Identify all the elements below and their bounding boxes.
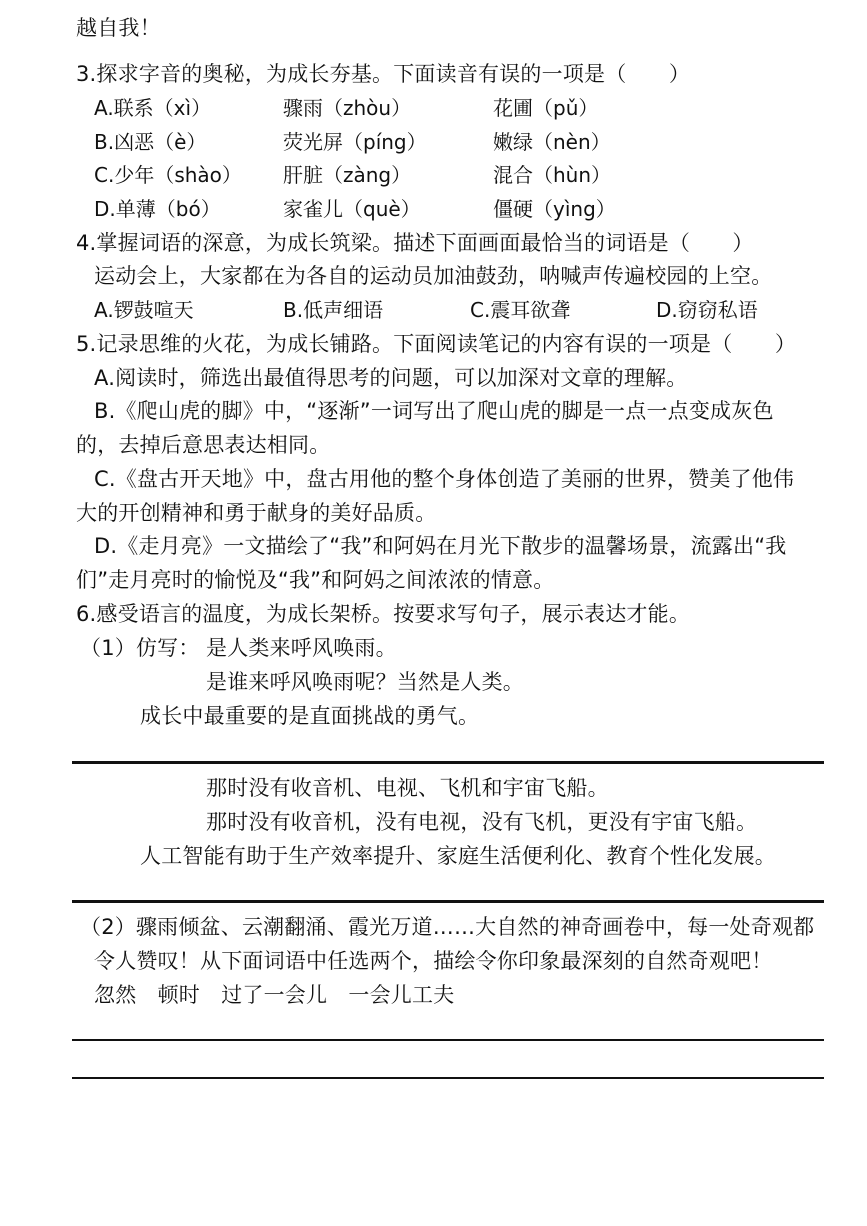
q6-part1-label: （1）仿写：	[80, 636, 200, 660]
q5-option-d-line2: 们”走月亮时的愉悦及“我”和阿妈之间浓浓的情意。	[76, 568, 555, 592]
question-5-stem: 5.记录思维的火花，为成长铺路。下面阅读笔记的内容有误的一项是（ ）	[76, 332, 797, 356]
question-6-stem: 6.感受语言的温度，为成长架桥。按要求写句子，展示表达才能。	[76, 602, 691, 626]
q3-option-a-2: 骤雨（zhòu）	[283, 96, 412, 120]
question-4-scene: 运动会上，大家都在为各自的运动员加油鼓劲，呐喊声传遍校园的上空。	[94, 264, 773, 288]
q5-option-c-line2: 大的开创精神和勇于献身的美好品质。	[76, 501, 437, 525]
q4-option-d: D.窃窃私语	[656, 298, 758, 322]
q3-option-d-2: 家雀儿（què）	[283, 197, 421, 221]
q3-option-b-1: B.凶恶（è）	[94, 130, 207, 154]
answer-line-1[interactable]	[72, 761, 824, 764]
q6-part2-line1: （2）骤雨倾盆、云潮翻涌、霞光万道……大自然的神奇画卷中，每一处奇观都	[80, 915, 815, 939]
q6-part1-example1: 是人类来呼风唤雨。	[206, 636, 397, 660]
q3-option-c-3: 混合（hùn）	[493, 163, 612, 187]
q5-option-a: A.阅读时，筛选出最值得思考的问题，可以加深对文章的理解。	[94, 366, 688, 390]
text-continuation: 越自我！	[76, 16, 161, 40]
q6-part2-word-bank: 忽然 顿时 过了一会儿 一会儿工夫	[94, 983, 455, 1007]
q6-part1-example4: 那时没有收音机，没有电视，没有飞机，更没有宇宙飞船。	[206, 810, 758, 834]
q3-option-d-1: D.单薄（bó）	[94, 197, 221, 221]
q6-part1-task1: 成长中最重要的是直面挑战的勇气。	[140, 704, 480, 728]
q5-option-b-line1: B.《爬山虎的脚》中，“逐渐”一词写出了爬山虎的脚是一点一点变成灰色	[94, 399, 774, 423]
question-3-stem: 3.探求字音的奥秘，为成长夯基。下面读音有误的一项是（ ）	[76, 62, 691, 86]
q6-part2-line2: 令人赞叹！从下面词语中任选两个，描绘令你印象最深刻的自然奇观吧！	[94, 949, 773, 973]
q4-option-b: B.低声细语	[283, 298, 384, 322]
q3-option-a-1: A.联系（xì）	[94, 96, 212, 120]
q3-option-b-2: 荧光屏（píng）	[283, 130, 427, 154]
answer-line-3[interactable]	[72, 1039, 824, 1041]
answer-line-2[interactable]	[72, 900, 824, 903]
q3-option-d-3: 僵硬（yìng）	[493, 197, 616, 221]
q4-option-a: A.锣鼓喧天	[94, 298, 194, 322]
q3-option-c-2: 肝脏（zàng）	[283, 163, 412, 187]
q4-option-c: C.震耳欲聋	[470, 298, 571, 322]
question-4-stem: 4.掌握词语的深意，为成长筑梁。描述下面画面最恰当的词语是（ ）	[76, 231, 754, 255]
answer-line-4[interactable]	[72, 1077, 824, 1079]
q5-option-c-line1: C.《盘古开天地》中，盘古用他的整个身体创造了美丽的世界，赞美了他伟	[94, 467, 795, 491]
q5-option-b-line2: 的，去掉后意思表达相同。	[76, 433, 331, 457]
q5-option-d-line1: D.《走月亮》一文描绘了“我”和阿妈在月光下散步的温馨场景，流露出“我	[94, 534, 787, 558]
q3-option-a-3: 花圃（pǔ）	[493, 96, 599, 120]
q3-option-b-3: 嫩绿（nèn）	[493, 130, 611, 154]
q6-part1-task2: 人工智能有助于生产效率提升、家庭生活便利化、教育个性化发展。	[140, 844, 776, 868]
q3-option-c-1: C.少年（shào）	[94, 163, 242, 187]
q6-part1-example3: 那时没有收音机、电视、飞机和宇宙飞船。	[206, 776, 609, 800]
q6-part1-example2: 是谁来呼风唤雨呢？当然是人类。	[206, 670, 524, 694]
